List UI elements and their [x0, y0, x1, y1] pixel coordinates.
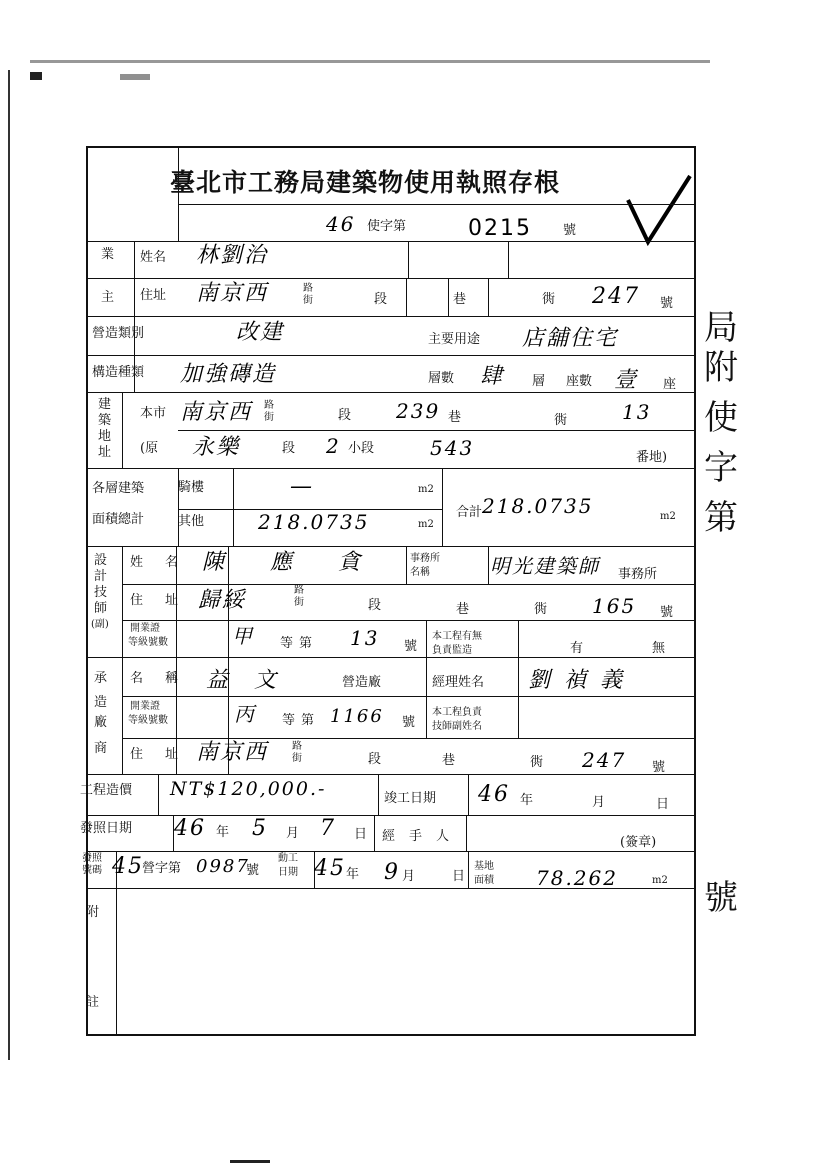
area-unit: m2 — [652, 875, 668, 886]
buildings-value: 壹 — [614, 368, 639, 393]
day-label: 日 — [354, 827, 368, 842]
contractor-addr-road: 南京西 — [196, 740, 269, 765]
permit-number: 0215 — [468, 216, 532, 241]
site-section-char: 築 — [98, 413, 112, 428]
issue-year: 46 — [174, 816, 206, 841]
floor-unit: 層 — [532, 374, 546, 389]
number-label: 號 — [246, 863, 260, 878]
office-name: 明光建築師 — [490, 554, 600, 578]
designer-grade: 甲 — [232, 624, 254, 648]
issue-day: 7 — [320, 816, 336, 841]
year-label: 年 — [216, 825, 230, 840]
street-label: 街 — [294, 597, 304, 608]
manager-name-label: 經理姓名 — [432, 675, 485, 690]
alley-label: 衖 — [534, 602, 548, 617]
remarks-label-top: 附 — [86, 905, 100, 920]
lane-label: 巷 — [448, 410, 462, 425]
designer-section-char: 設 — [94, 553, 108, 568]
permit-suffix: 號 — [563, 223, 577, 238]
buildings-label: 座數 — [566, 374, 593, 389]
structure-type-value: 加強磚造 — [180, 362, 277, 387]
section-label: 段 — [368, 752, 382, 767]
signature-label: (簽章) — [620, 835, 657, 850]
grade-label: 等第 — [280, 636, 319, 651]
contractor-addr-number: 247 — [582, 748, 627, 772]
original-lot-number: 543 — [430, 436, 475, 460]
road-label: 路 — [292, 741, 302, 752]
construction-type-value: 改建 — [236, 320, 285, 345]
license-label-bottom: 等級號數 — [128, 715, 168, 726]
adjacent-char: 局 — [704, 308, 738, 348]
other-area-value: 218.0735 — [258, 510, 370, 534]
license-number-label: 號 — [402, 715, 416, 730]
owner-name: 林劉治 — [196, 243, 269, 268]
number-label: 號 — [652, 760, 666, 775]
year-label: 年 — [346, 867, 360, 882]
lane-label: 巷 — [453, 292, 467, 307]
license-label-top: 開業證 — [130, 701, 160, 712]
designer-addr-label: 住址 — [130, 593, 201, 608]
other-label: 其他 — [178, 514, 205, 529]
adjacent-page-stub — [700, 110, 740, 970]
supervise-no: 無 — [652, 641, 666, 656]
contractor-section-char: 廠 — [94, 715, 108, 730]
owner-addr-road: 南京西 — [196, 281, 269, 306]
owner-addr-label: 住址 — [140, 288, 167, 303]
grade-label: 等第 — [282, 713, 321, 728]
adjacent-char: 第 — [704, 498, 738, 538]
floors-label: 層數 — [428, 371, 455, 386]
owner-section-char: 主 — [101, 290, 115, 305]
owner-name-label: 姓名 — [140, 250, 167, 265]
area-label-bottom: 面積總計 — [92, 512, 145, 527]
designer-section-char: 計 — [94, 569, 108, 584]
alley-label: 衖 — [554, 413, 568, 428]
completion-year: 46 — [478, 782, 510, 807]
designer-addr-road: 歸綏 — [198, 588, 247, 613]
handler-label: 經手人 — [382, 829, 464, 844]
original-district: 永樂 — [192, 435, 241, 460]
permit-no-label-top: 發照 — [82, 853, 102, 864]
adjacent-char: 字 — [704, 448, 738, 488]
tech-label-top: 本工程負責 — [432, 707, 482, 718]
road-label: 路 — [264, 400, 274, 411]
main-use-label: 主要用途 — [428, 332, 481, 347]
original-section-label: 段 — [282, 441, 296, 456]
issue-date-label: 發照日期 — [80, 821, 133, 836]
original-label: (原 — [140, 441, 159, 456]
road-label: 路 — [303, 283, 313, 294]
designer-license-number: 13 — [350, 626, 380, 650]
permit-word-label: 使字第 — [367, 219, 407, 234]
scan-speck — [230, 1160, 270, 1163]
site-section-char: 地 — [98, 429, 112, 444]
lane-label: 巷 — [442, 753, 456, 768]
contractor-name-label: 名稱 — [130, 671, 201, 686]
building-unit: 座 — [663, 377, 677, 392]
form-title: 臺北市工務局建築物使用執照存根 — [170, 168, 561, 197]
contractor-addr-label: 住址 — [130, 747, 201, 762]
city-label: 本市 — [140, 406, 167, 421]
site-area-label-top: 基地 — [474, 861, 494, 872]
office-suffix: 事務所 — [618, 567, 658, 582]
section-label: 段 — [374, 292, 388, 307]
number-label: 號 — [660, 296, 674, 311]
permit-no-label-bottom: 號碼 — [82, 865, 102, 876]
start-date-label-bottom: 日期 — [278, 867, 298, 878]
supervise-label-bottom: 負責監造 — [432, 645, 472, 656]
left-page-edge — [8, 70, 10, 1060]
month-label: 月 — [592, 795, 606, 810]
remarks-label-bottom: 註 — [86, 995, 100, 1010]
contractor-grade: 丙 — [234, 702, 256, 726]
site-number: 13 — [622, 400, 652, 424]
office-label-top: 事務所 — [410, 553, 440, 564]
cost-value: NT$120,000.- — [170, 778, 327, 800]
start-month: 9 — [384, 860, 400, 885]
area-unit: m2 — [418, 519, 434, 530]
number-label: 號 — [660, 605, 674, 620]
total-area-value: 218.0735 — [482, 494, 594, 518]
site-road: 南京西 — [180, 400, 253, 425]
alley-label: 衖 — [542, 292, 556, 307]
contractor-license-number: 1166 — [330, 706, 384, 727]
section-label: 段 — [368, 598, 382, 613]
area-label-top: 各層建築 — [92, 481, 145, 496]
office-label-bottom: 名稱 — [410, 567, 430, 578]
site-area-label-bottom: 面積 — [474, 875, 494, 886]
year-label: 年 — [520, 793, 534, 808]
permit-no-word: 營字第 — [142, 861, 182, 876]
issue-month: 5 — [252, 816, 268, 841]
permit-year: 46 — [326, 212, 356, 236]
supervise-label-top: 本工程有無 — [432, 631, 482, 642]
original-subsection: 2 — [326, 434, 341, 458]
owner-section-char: 業 — [101, 247, 115, 262]
subsection-label: 小段 — [348, 441, 375, 456]
cost-label: 工程造價 — [80, 783, 133, 798]
permit-no-year: 45 — [112, 854, 144, 879]
adjacent-char: 附 — [704, 348, 738, 388]
day-label: 日 — [656, 797, 670, 812]
road-label: 路 — [294, 585, 304, 596]
site-area-value: 78.262 — [536, 866, 618, 890]
construction-type-label: 營造類別 — [92, 326, 145, 341]
designer-name-label: 姓名 — [130, 555, 201, 570]
site-section-char: 建 — [98, 397, 112, 412]
site-section-char: 址 — [98, 445, 112, 460]
designer-section-char: (副) — [91, 619, 109, 630]
month-label: 月 — [402, 869, 416, 884]
supervise-yes: 有 — [570, 641, 584, 656]
arcade-value: — — [290, 474, 314, 499]
scan-speck — [30, 72, 42, 80]
designer-section-char: 技 — [94, 585, 108, 600]
contractor-name: 益文 — [206, 668, 303, 693]
alley-label: 衖 — [530, 755, 544, 770]
contractor-name-suffix: 營造廠 — [342, 675, 382, 690]
owner-addr-number: 247 — [592, 284, 640, 309]
adjacent-char: 號 — [704, 878, 738, 918]
designer-addr-number: 165 — [592, 594, 637, 618]
adjacent-char: 使 — [704, 398, 738, 438]
completion-date-label: 竣工日期 — [384, 791, 437, 806]
manager-name: 劉禎義 — [528, 668, 637, 693]
license-number-label: 號 — [404, 639, 418, 654]
lane-label: 巷 — [456, 602, 470, 617]
structure-type-label: 構造種類 — [92, 365, 145, 380]
contractor-section-char: 造 — [94, 695, 108, 710]
lot-label: 番地) — [636, 450, 668, 465]
permit-no-number: 0987 — [196, 856, 250, 877]
area-unit: m2 — [660, 511, 676, 522]
arcade-label: 騎樓 — [178, 480, 205, 495]
permit-form — [86, 146, 696, 1036]
contractor-section-char: 承 — [94, 671, 108, 686]
street-label: 街 — [264, 412, 274, 423]
day-label: 日 — [452, 869, 466, 884]
total-label: 合計 — [456, 505, 483, 520]
scan-speck — [120, 74, 150, 80]
month-label: 月 — [286, 826, 300, 841]
street-label: 街 — [303, 295, 313, 306]
contractor-section-char: 商 — [94, 741, 108, 756]
license-label-bottom: 等級號數 — [128, 637, 168, 648]
designer-section-char: 師 — [94, 601, 108, 616]
license-label-top: 開業證 — [130, 623, 160, 634]
start-year: 45 — [314, 856, 346, 881]
floors-value: 肆 — [480, 364, 505, 389]
designer-name: 陳應貪 — [202, 550, 407, 575]
site-lane-number: 239 — [396, 399, 441, 423]
main-use-value: 店舖住宅 — [522, 326, 619, 351]
street-label: 街 — [292, 753, 302, 764]
top-page-edge — [30, 60, 710, 63]
tech-label-bottom: 技師副姓名 — [432, 721, 482, 732]
start-date-label-top: 動工 — [278, 853, 298, 864]
area-unit: m2 — [418, 484, 434, 495]
section-label: 段 — [338, 408, 352, 423]
